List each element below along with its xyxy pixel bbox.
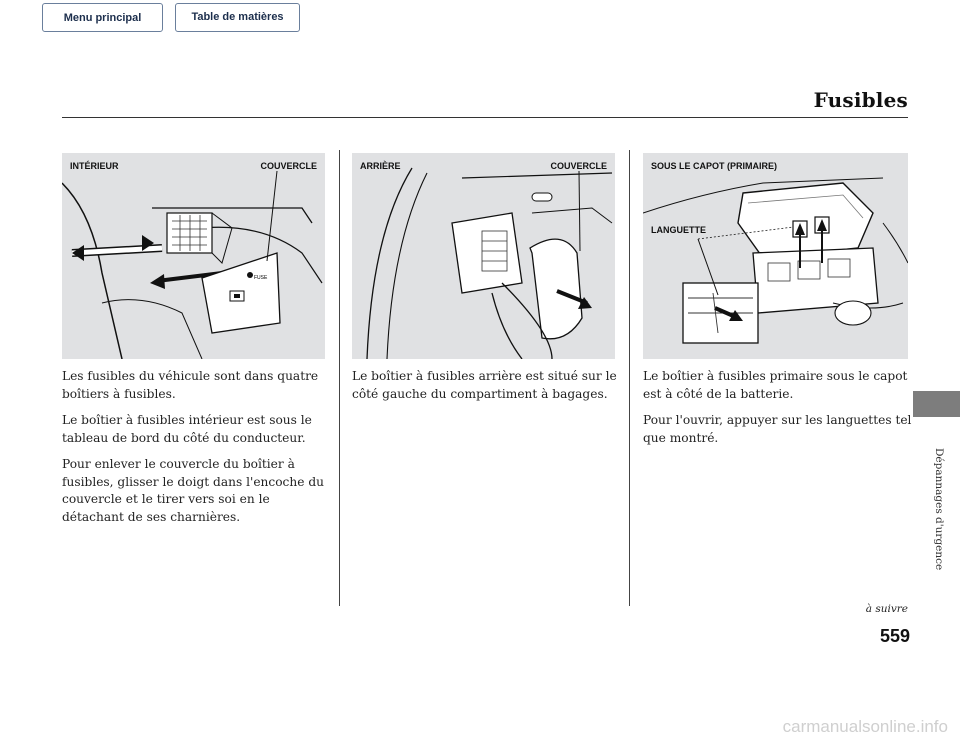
svg-text:FUSE: FUSE (254, 275, 268, 281)
paragraph: Le boîtier à fusibles intérieur est sous le tableau de bord du côté du conducteur. (62, 413, 312, 445)
figure-label-interior: INTÉRIEUR (70, 161, 119, 171)
figure-label-tab: LANGUETTE (651, 225, 706, 235)
watermark: carmanualsonline.info (782, 717, 948, 736)
middle-column-text (352, 368, 622, 412)
title-divider (62, 117, 908, 118)
column-divider-1 (339, 150, 340, 606)
underhood-fuse-box-illustration (643, 153, 908, 359)
table-of-contents-button[interactable]: Table de matières (175, 3, 300, 32)
paragraph: Le boîtier à fusibles primaire sous le capot est à côté de la batterie. (643, 369, 908, 401)
interior-fuse-box-illustration (62, 153, 325, 359)
figure-label-cover-rear: COUVERCLE (550, 161, 607, 171)
main-menu-button[interactable]: Menu principal (42, 3, 163, 32)
figure-label-rear: ARRIÈRE (360, 161, 401, 171)
paragraph: Le boîtier à fusibles arrière est situé sur le côté gauche du compartiment à bagages. (352, 369, 617, 401)
continued-note: à suivre (865, 603, 908, 615)
right-column-text (643, 368, 913, 456)
page-title: Fusibles (813, 88, 908, 112)
section-side-label: Dépannages d'urgence (933, 448, 945, 571)
column-divider-2 (629, 150, 630, 606)
left-column-text (62, 368, 332, 535)
section-tab-marker (913, 391, 960, 417)
paragraph: Pour enlever le couvercle du boîtier à fusibles, glisser le doigt dans l'encoche du couvercle et le tirer vers soi en le détachant de ses charnières. (62, 457, 324, 524)
paragraph: Les fusibles du véhicule sont dans quatre boîtiers à fusibles. (62, 369, 319, 401)
page-number: 559 (879, 626, 910, 646)
figure-label-cover-interior: COUVERCLE (260, 161, 317, 171)
paragraph: Pour l'ouvrir, appuyer sur les languettes tel que montré. (643, 413, 912, 445)
figure-label-underhood: SOUS LE CAPOT (PRIMAIRE) (651, 161, 778, 171)
rear-fuse-box-illustration (352, 153, 615, 359)
